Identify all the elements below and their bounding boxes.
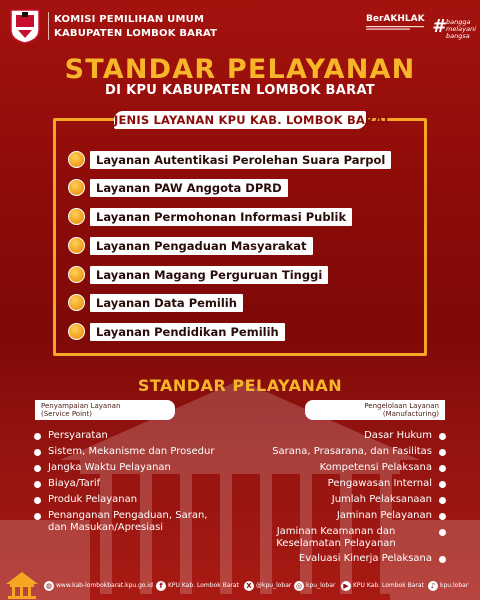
bullet-icon xyxy=(439,481,446,488)
tiktok-text: kpu.lobar xyxy=(440,582,469,589)
footer xyxy=(0,570,480,600)
bullet-circle-icon xyxy=(68,266,85,283)
instagram-text: kpu_lobar xyxy=(306,582,336,589)
service-point-item-text: Produk Pelayanan xyxy=(48,494,138,505)
bullet-circle-icon xyxy=(68,294,85,311)
footer-facebook-link[interactable] xyxy=(156,580,239,592)
service-item-label: Layanan PAW Anggota DPRD xyxy=(90,179,288,197)
manufacturing-item-text: Jaminan Pelayanan xyxy=(336,510,432,521)
service-point-item xyxy=(34,478,234,490)
berakhlak-logo xyxy=(366,14,426,42)
bullet-icon xyxy=(34,433,41,440)
bangga-text xyxy=(446,19,476,40)
standar-heading: STANDAR PELAYANAN xyxy=(137,376,343,395)
header-divider xyxy=(48,12,49,40)
hashtag-icon: # xyxy=(432,16,445,37)
bullet-icon xyxy=(439,497,446,504)
service-point-item-text-continued: dan Masukan/Apresiasi xyxy=(48,522,164,533)
footer-youtube-link[interactable] xyxy=(341,580,424,592)
service-item-label: Layanan Data Pemilih xyxy=(90,294,243,312)
facebook-text: KPU Kab. Lombok Barat xyxy=(168,582,239,589)
footer-twitter-link[interactable] xyxy=(244,580,291,592)
manufacturing-item-text: Evaluasi Kinerja Pelaksana xyxy=(298,553,432,564)
footer-tiktok-link[interactable] xyxy=(428,580,468,592)
bullet-icon xyxy=(34,497,41,504)
service-item-label: Layanan Pendidikan Pemilih xyxy=(90,323,285,341)
bullet-icon xyxy=(34,449,41,456)
org-region: KABUPATEN LOMBOK BARAT xyxy=(54,28,218,39)
bullet-icon xyxy=(439,529,446,536)
service-point-item xyxy=(34,430,234,442)
service-point-item-text: Biaya/Tarif xyxy=(48,478,101,489)
bullet-icon xyxy=(34,465,41,472)
service-item-label: Layanan Permohonan Informasi Publik xyxy=(90,208,352,226)
traditional-house-icon xyxy=(4,570,40,600)
twitter-text: @kpu_lobar xyxy=(256,582,292,589)
bullet-icon xyxy=(439,433,446,440)
youtube-icon: ▶ xyxy=(341,581,351,591)
service-point-item xyxy=(34,462,234,474)
org-name: KOMISI PEMILIHAN UMUM xyxy=(54,14,205,25)
manufacturing-item-text: Jumlah Pelaksanaan xyxy=(331,494,432,505)
manufacturing-item-text: Pengawasan Internal xyxy=(327,478,432,489)
page-title: STANDAR PELAYANAN xyxy=(64,54,416,85)
manufacturing-item-text-continued: Keselamatan Pelayanan xyxy=(276,538,396,549)
bullet-icon xyxy=(439,465,446,472)
bullet-circle-icon xyxy=(68,208,85,225)
tiktok-icon: ♪ xyxy=(428,581,438,591)
service-point-item xyxy=(34,510,234,534)
service-point-title: Penyampaian Layanan xyxy=(41,402,121,410)
manufacturing-item xyxy=(240,553,446,565)
service-point-item xyxy=(34,446,234,458)
x-twitter-icon: X xyxy=(244,581,254,591)
bullet-circle-icon xyxy=(68,323,85,340)
manufacturing-item xyxy=(240,510,446,522)
service-point-subtitle: (Service Point) xyxy=(41,410,92,418)
bangga-word: bangga xyxy=(446,18,471,26)
youtube-text: KPU Kab. Lombok Barat xyxy=(353,582,424,589)
header xyxy=(8,6,476,46)
facebook-icon: f xyxy=(156,581,166,591)
service-point-item-text: Penanganan Pengaduan, Saran, xyxy=(48,510,208,521)
service-point-label xyxy=(35,400,175,420)
page-subtitle: DI KPU KABUPATEN LOMBOK BARAT xyxy=(105,83,375,98)
manufacturing-item xyxy=(240,446,446,458)
manufacturing-item-text: Jaminan Keamanan dan xyxy=(276,526,396,537)
manufacturing-item-text: Kompetensi Pelaksana xyxy=(319,462,432,473)
bullet-circle-icon xyxy=(68,151,85,168)
bullet-icon xyxy=(34,513,41,520)
bullet-icon xyxy=(439,449,446,456)
bullet-icon xyxy=(439,556,446,563)
bullet-icon xyxy=(34,481,41,488)
website-text: www.kab-lombokbarat.kpu.go.id xyxy=(56,582,153,589)
bangga-melayani-bangsa-logo xyxy=(432,10,480,44)
service-point-item-text: Persyaratan xyxy=(48,430,108,441)
footer-website-link[interactable] xyxy=(44,580,153,592)
manufacturing-item xyxy=(240,462,446,474)
manufacturing-label xyxy=(305,400,445,420)
service-point-item-text: Jangka Waktu Pelayanan xyxy=(48,462,171,473)
berakhlak-tagline-graphic xyxy=(366,26,424,32)
manufacturing-item xyxy=(240,430,446,442)
bullet-circle-icon xyxy=(68,179,85,196)
manufacturing-item-text: Sarana, Prasarana, dan Fasilitas xyxy=(272,446,432,457)
instagram-icon: ◎ xyxy=(295,581,303,590)
service-point-item-text: Sistem, Mekanisme dan Prosedur xyxy=(48,446,215,457)
globe-icon: ◍ xyxy=(45,581,53,590)
service-item-label: Layanan Magang Perguruan Tinggi xyxy=(90,266,328,284)
manufacturing-item xyxy=(240,494,446,506)
bullet-icon xyxy=(439,513,446,520)
bangsa-word: bangsa xyxy=(446,32,470,40)
service-item-label: Layanan Pengaduan Masyarakat xyxy=(90,237,313,255)
bullet-circle-icon xyxy=(68,237,85,254)
service-item-label: Layanan Autentikasi Perolehan Suara Parpol xyxy=(90,151,391,169)
manufacturing-item xyxy=(240,478,446,490)
manufacturing-item xyxy=(240,526,446,550)
melayani-word: melayani xyxy=(446,25,476,33)
kpu-emblem-icon xyxy=(8,8,42,44)
services-box-label: JENIS LAYANAN KPU KAB. LOMBOK BARAT xyxy=(114,113,391,127)
footer-instagram-link[interactable] xyxy=(294,580,335,592)
service-point-item xyxy=(34,494,234,506)
manufacturing-item-text: Dasar Hukum xyxy=(364,430,432,441)
manufacturing-title: Pengelolaan Layanan xyxy=(364,402,439,410)
berakhlak-wordmark: BerAKHLAK xyxy=(366,14,425,24)
manufacturing-subtitle: (Manufacturing) xyxy=(382,410,439,418)
